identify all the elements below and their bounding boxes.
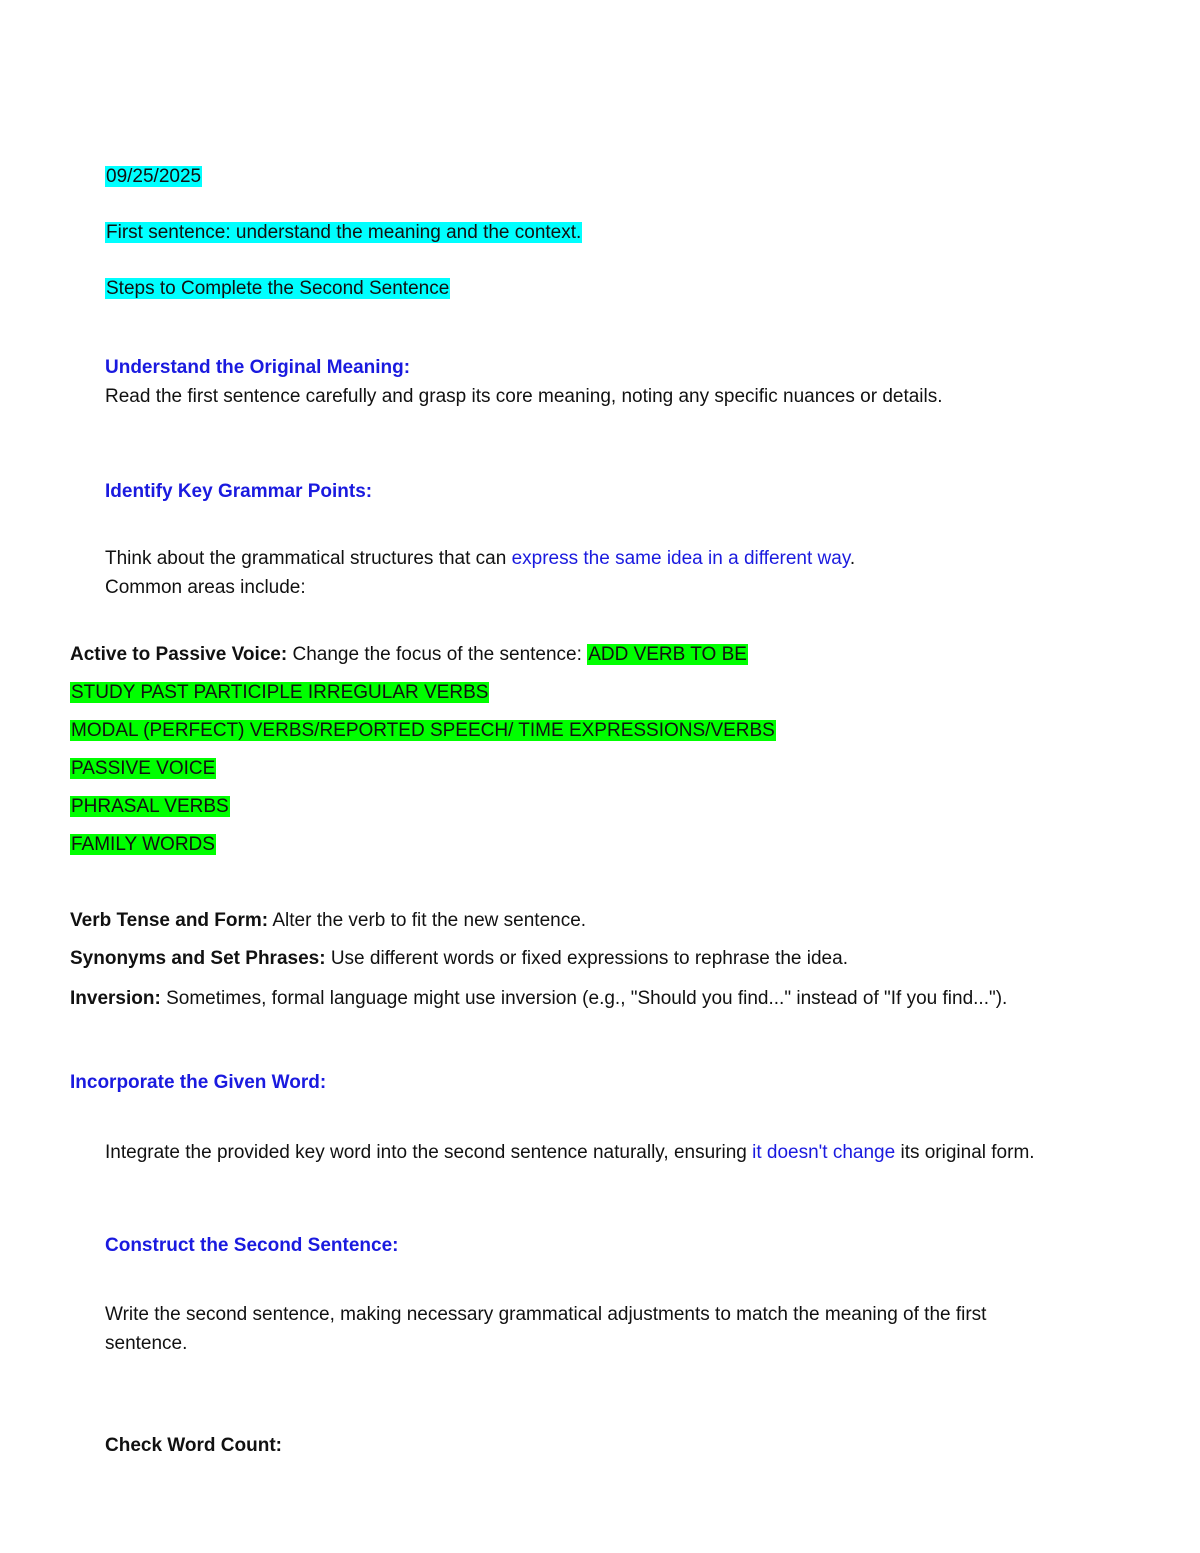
first-sentence-line <box>105 219 582 247</box>
green-item <box>70 793 230 821</box>
active-passive-line <box>70 641 748 669</box>
green-item <box>70 717 776 745</box>
identify-body-blue: express the same idea in a different way <box>511 548 850 569</box>
active-passive-label: Active to Passive Voice: <box>70 644 288 665</box>
verb-tense-label: Verb Tense and Form: <box>70 910 269 931</box>
synonyms-label: Synonyms and Set Phrases: <box>70 948 326 969</box>
date-line <box>105 163 202 191</box>
understand-body: Read the first sentence carefully and grasp its core meaning, noting any specific nuances or details. <box>105 386 943 407</box>
green-item-text: PHRASAL VERBS <box>71 796 229 817</box>
synonyms-text: Use different words or fixed expressions to rephrase the idea. <box>325 948 848 969</box>
green-item-text: MODAL (PERFECT) VERBS/REPORTED SPEECH/ TIME EXPRESSIONS/VERBS <box>71 720 775 741</box>
inversion-text: Sometimes, formal language might use inversion (e.g., "Should you find..." instead of "If you find..."). <box>160 988 1008 1009</box>
incorporate-heading: Incorporate the Given Word: <box>70 1072 327 1093</box>
construct-body: Write the second sentence, making necessary grammatical adjustments to match the meaning of the first sentence. <box>105 1304 987 1354</box>
construct-heading: Construct the Second Sentence: <box>105 1235 399 1256</box>
green-item-text: STUDY PAST PARTICIPLE IRREGULAR VERBS <box>71 682 489 703</box>
incorporate-body-post: its original form. <box>895 1142 1035 1163</box>
verb-tense-line <box>70 907 586 935</box>
inversion-label: Inversion: <box>70 988 161 1009</box>
incorporate-body <box>105 1138 1035 1167</box>
green-item <box>70 831 216 859</box>
steps-title-line <box>105 275 450 303</box>
identify-body <box>105 544 935 602</box>
green-item-text: PASSIVE VOICE <box>71 758 216 779</box>
verb-tense-text: Alter the verb to fit the new sentence. <box>268 910 587 931</box>
date-text: 09/25/2025 <box>106 166 202 187</box>
identify-body-post: . Common areas include: <box>105 548 856 598</box>
incorporate-body-pre: Integrate the provided key word into the second sentence naturally, ensuring <box>105 1142 753 1163</box>
active-passive-text: Change the focus of the sentence: <box>287 644 588 665</box>
identify-body-pre: Think about the grammatical structures that can <box>105 548 512 569</box>
active-passive-highlight: ADD VERB TO BE <box>588 644 747 665</box>
first-sentence-text: First sentence: understand the meaning and the context. <box>106 222 582 243</box>
steps-title-text: Steps to Complete the Second Sentence <box>106 278 450 299</box>
incorporate-body-blue: it doesn't change <box>752 1142 896 1163</box>
understand-heading: Understand the Original Meaning: <box>105 357 411 378</box>
synonyms-line <box>70 945 848 973</box>
identify-heading: Identify Key Grammar Points: <box>105 481 373 502</box>
green-item <box>70 755 216 783</box>
green-item <box>70 679 489 707</box>
green-item-text: FAMILY WORDS <box>71 834 215 855</box>
check-heading: Check Word Count: <box>105 1435 282 1456</box>
inversion-para <box>70 984 1020 1013</box>
